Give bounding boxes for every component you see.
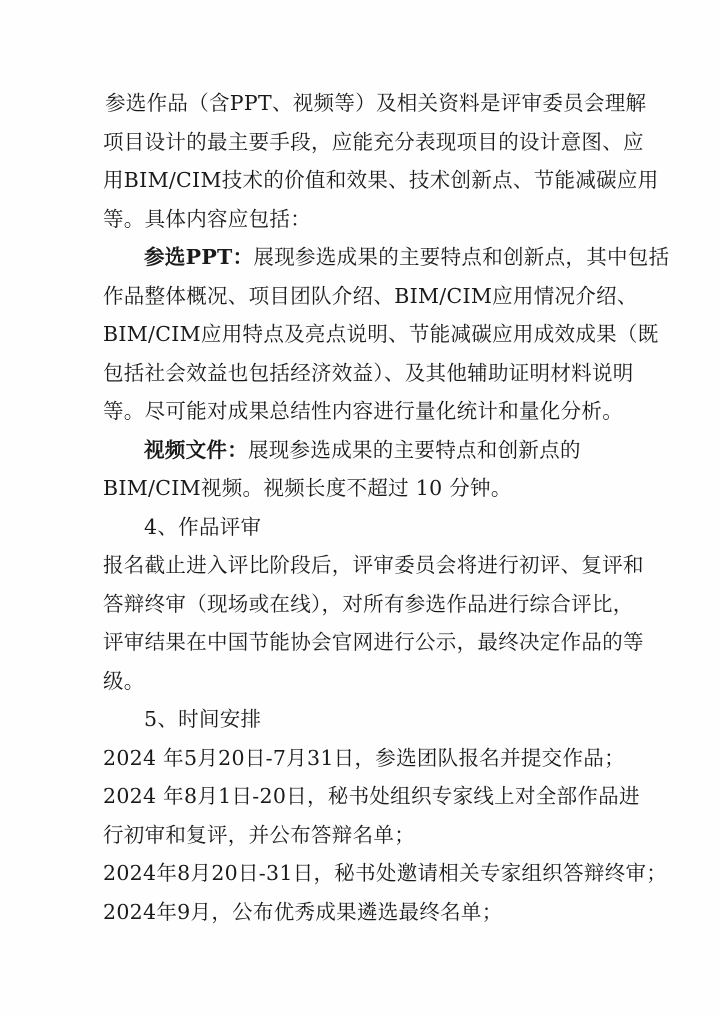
video-label: 视频文件： bbox=[144, 437, 248, 462]
section-4-heading: 4、作品评审 bbox=[144, 514, 262, 539]
ppt-text-1: 展现参选成果的主要特点和创新点，其中包括 bbox=[253, 245, 670, 269]
ppt-line-5: 等。尽可能对成果总结性内容进行量化统计和量化分析。 bbox=[103, 399, 623, 423]
intro-line-2: 项目设计的最主要手段，应能充分表现项目的设计意图、应 bbox=[103, 129, 644, 154]
ppt-line-2: 作品整体概况、项目团队介绍、BIM/CIM应用情况介绍、 bbox=[103, 283, 638, 308]
section-5-heading: 5、时间安排 bbox=[144, 707, 262, 731]
schedule-item-1: 2024 年5月20日-7月31日，参选团队报名并提交作品； bbox=[103, 745, 625, 770]
video-paragraph bbox=[103, 431, 611, 508]
schedule-item-3: 2024年8月20日-31日，秘书处邀请相关专家组织答辩终审； bbox=[103, 861, 668, 885]
intro-paragraph bbox=[103, 84, 659, 238]
section-4-line-2: 答辩终审（现场或在线），对所有参选作品进行综合评比， bbox=[103, 591, 634, 616]
video-line-2: BIM/CIM视频。视频长度不超过 10 分钟。 bbox=[103, 476, 512, 500]
section-4-line-3: 评审结果在中国节能协会官网进行公示，最终决定作品的等 bbox=[103, 630, 644, 654]
section-4 bbox=[103, 508, 644, 701]
section-4-line-4: 级。 bbox=[103, 668, 145, 693]
ppt-label: 参选PPT： bbox=[144, 245, 254, 269]
video-text-1: 展现参选成果的主要特点和创新点的 bbox=[248, 437, 581, 462]
intro-line-4: 等。具体内容应包括： bbox=[103, 206, 311, 231]
ppt-line-3: BIM/CIM应用特点及亮点说明、节能减碳应用成效成果（既 bbox=[103, 322, 659, 346]
intro-line-3: 用BIM/CIM技术的价值和效果、技术创新点、节能减碳应用 bbox=[103, 168, 659, 192]
schedule-item-4: 2024年9月，公布优秀成果遴选最终名单； bbox=[103, 899, 503, 924]
section-5 bbox=[103, 700, 668, 931]
schedule-item-2b: 行初审和复评，并公布答辩名单； bbox=[103, 822, 415, 847]
ppt-line-1 bbox=[103, 238, 670, 277]
intro-line-1: 参选作品（含PPT、视频等）及相关资料是评审委员会理解 bbox=[105, 91, 647, 115]
video-line-1 bbox=[103, 431, 611, 470]
section-4-line-1: 报名截止进入评比阶段后，评审委员会将进行初评、复评和 bbox=[103, 553, 644, 577]
document-body bbox=[103, 84, 670, 931]
ppt-paragraph bbox=[103, 238, 670, 431]
schedule-item-2a: 2024 年8月1日-20日，秘书处组织专家线上对全部作品进 bbox=[103, 784, 640, 808]
ppt-line-4: 包括社会效益也包括经济效益）、及其他辅助证明材料说明 bbox=[103, 360, 634, 385]
